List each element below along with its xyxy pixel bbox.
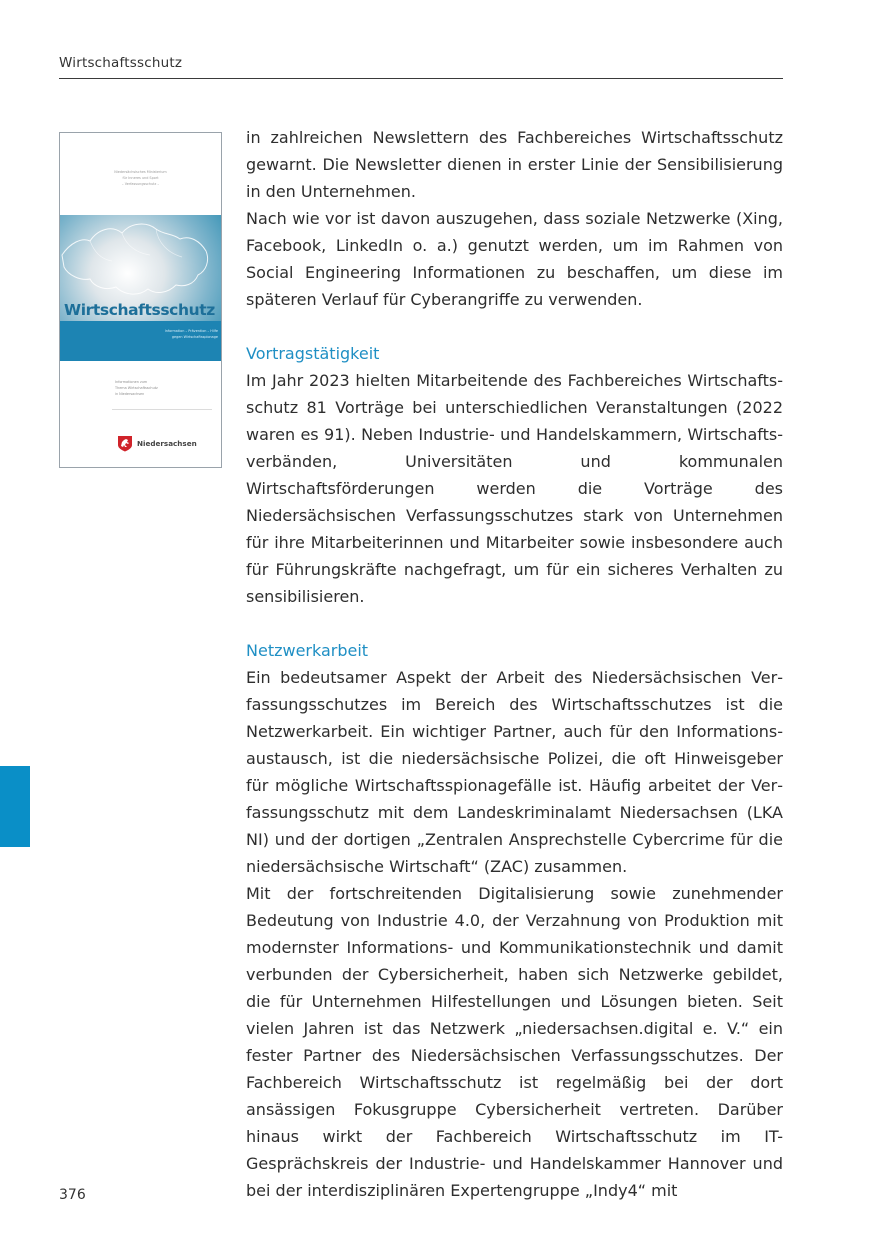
paragraph: in zahlreichen Newslettern des Fachbereiches Wirtschaftsschutz gewarnt. Die Newsletter dienen in erster Linie der Sensibilisierung in den Unternehmen. — [246, 128, 783, 201]
section-heading-netzwerkarbeit: Netzwerkarbeit — [246, 641, 369, 660]
brochure-cover-image — [59, 132, 222, 468]
body-text-column — [246, 124, 783, 1204]
cover-publisher-text: Niedersächsisches Ministerium für Inneres und Sport – Verfassungsschutz – — [114, 170, 167, 186]
paragraph: Mit der fortschreitenden Digitalisierung sowie zunehmender Bedeutung von Industrie 4.0, der Verzahnung von Produktion mit modernster Informations- und Kommunikationstechnik und damit verbunden der Cybersicherheit, haben sich Netzwerke gebildet, die für Unternehmen Hilfestellungen und Lösungen bieten. Seit vielen Jahren ist das Netzwerk „niedersachsen.digital e. V.“ ein fester Partner des Niedersächsischen Verfassungsschutzes. Der Fachbereich Wirtschaftsschutz ist regelmäßig bei der dort ansässigen Fokusgruppe Cybersicherheit vertreten. Darüber hinaus wirkt der Fachbereich Wirtschaftsschutz im IT-Gesprächskreis der Industrie- und Handelskammer Hannover und bei der interdisziplinären Expertengruppe „Indy4“ mit — [246, 884, 783, 1200]
cover-title: Wirtschaftsschutz — [64, 301, 215, 319]
cover-divider — [112, 409, 212, 410]
section-heading-vortragstaetigkeit: Vortragstätigkeit — [246, 344, 380, 363]
cover-logo-text: Niedersachsen — [137, 439, 197, 448]
cover-subtitle-strip: Information – Prävention – Hilfe gegen Wirtschaftsspionage — [60, 321, 221, 361]
chapter-side-tab — [0, 766, 30, 847]
running-head: Wirtschaftsschutz — [59, 55, 183, 71]
paragraph: Im Jahr 2023 hielten Mitarbeitende des Fachbereiches Wirtschaftsschutz 81 Vorträge bei unterschiedlichen Veranstaltungen (2022 waren es 91). Neben Industrie- und Handelskammern, Wirtschaftsverbänden, Universitäten und kommunalen Wirtschaftsförderungen werden die Vorträge des Niedersächsischen Verfassungsschutzes stark von Unternehmen für ihre Mitarbeiterinnen und Mitarbeiter sowie insbesondere auch für Führungskräfte nachgefragt, um für ein sicheres Verhalten zu sensibilisieren. — [246, 371, 783, 606]
paragraph: Ein bedeutsamer Aspekt der Arbeit des Niedersächsischen Verfassungsschutzes im Bereich des Wirtschaftsschutzes ist die Netzwerkarbeit. Ein wichtiger Partner, auch für den Informationsaustausch, ist die niedersächsische Polizei, die oft Hinweisgeber für mögliche Wirtschaftsspionagefälle ist. Häufig arbeitet der Verfassungsschutz mit dem Landeskriminalamt Niedersachsen (LKA NI) und der dortigen „Zentralen Ansprechstelle Cybercrime für die niedersächsische Wirtschaft“ (ZAC) zusammen. — [246, 668, 783, 876]
cover-info-text: Informationen zum Thema Wirtschaftsschutz in Niedersachsen — [115, 380, 158, 396]
header-rule — [59, 78, 783, 79]
niedersachsen-horse-crest-icon — [117, 435, 133, 452]
page-number: 376 — [59, 1187, 86, 1203]
paragraph: Nach wie vor ist davon auszugehen, dass soziale Netzwerke (Xing, Facebook, LinkedIn o. a.) genutzt werden, um im Rahmen von Social Engineering Informationen zu beschaffen, um diese im späteren Verlauf für Cyberangriffe zu verwenden. — [246, 209, 783, 309]
